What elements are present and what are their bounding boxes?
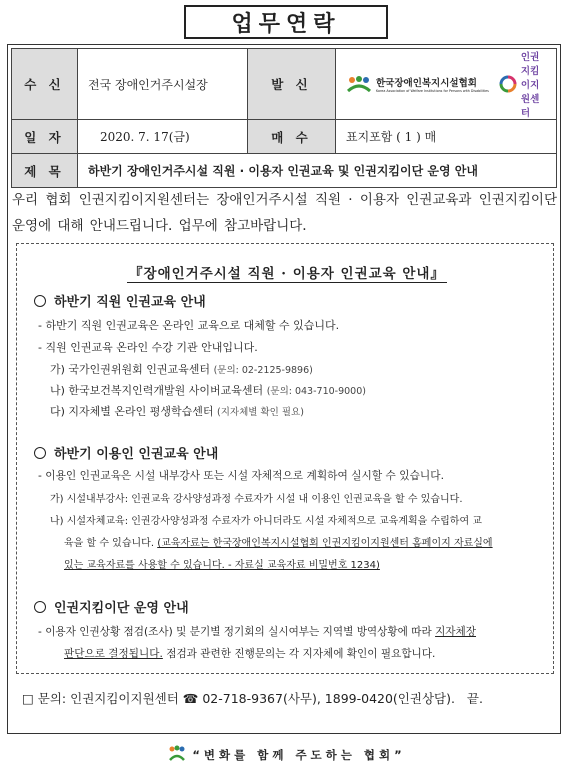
document-title: 업무연락 bbox=[184, 5, 388, 39]
s2-line2: 가) 시설내부강사: 인권교육 강사양성과정 수료자가 시설 내 이용인 인권교육을 할 수 있습니다. bbox=[50, 494, 463, 505]
s2-line3: 나) 시설자체교육: 인권강사양성과정 수료자가 아니더라도 시설 자체적으로 교육계획을 수립하여 교 bbox=[50, 516, 482, 527]
header-table bbox=[11, 48, 557, 188]
sender-org1-en: Korea Association of Welfare Institutions for Persons with Disabilities bbox=[376, 89, 489, 93]
circle-bullet-icon bbox=[34, 601, 46, 613]
sender-org1: 한국장애인복지시설협회 bbox=[376, 78, 477, 89]
recipient-value: 전국 장애인거주시설장 bbox=[78, 49, 248, 120]
circle-bullet-icon bbox=[34, 447, 46, 459]
section2-heading: 하반기 이용인 인권교육 안내 bbox=[34, 443, 218, 462]
recipient-label: 수 신 bbox=[12, 49, 78, 120]
association-logo-icon bbox=[346, 75, 372, 93]
section1-heading: 하반기 직원 인권교육 안내 bbox=[34, 291, 206, 310]
intro-paragraph: 우리 협회 인권지킴이지원센터는 장애인거주시설 직원 · 이용자 인권교육과 인권지킴이단 운영에 대해 안내드립니다. 업무에 참고바랍니다. bbox=[12, 192, 557, 234]
end-mark: 끝. bbox=[466, 691, 483, 706]
date-label: 일 자 bbox=[12, 120, 78, 154]
footer-slogan: “변화를 함께 주도하는 협회” bbox=[0, 745, 574, 763]
pages-value: 표지포함 ( 1 ) 매 bbox=[336, 120, 557, 154]
pages-label: 매 수 bbox=[248, 120, 336, 154]
s3-line1: - 이용자 인권상황 점검(조사) 및 분기별 정기회의 실시여부는 지역별 방역상황에 따라 지자체장 bbox=[38, 626, 477, 638]
center-logo-icon bbox=[499, 75, 517, 93]
contact-line bbox=[22, 689, 483, 707]
contact-prefix: □ 문의: 인권지킴이지원센터 bbox=[22, 691, 179, 706]
sender-logos bbox=[336, 49, 557, 120]
section3-heading: 인권지킴이단 운영 안내 bbox=[34, 597, 189, 616]
s1-line2: - 직원 인권교육 온라인 수강 기관 안내입니다. bbox=[38, 341, 258, 354]
s1-line1: - 하반기 직원 인권교육은 온라인 교육으로 대체할 수 있습니다. bbox=[38, 319, 340, 332]
date-value: 2020. 7. 17(금) bbox=[78, 120, 248, 154]
notice-title: 『장애인거주시설 직원 · 이용자 인권교육 안내』 bbox=[129, 266, 445, 282]
sender-label: 발 신 bbox=[248, 49, 336, 120]
s2-line1: - 이용인 인권교육은 시설 내부강사 또는 시설 자체적으로 계획하여 실시할 수 있습니다. bbox=[38, 469, 444, 482]
sender-org2: 인권지킴이지원센터 bbox=[520, 52, 540, 119]
subject-value: 하반기 장애인거주시설 직원 · 이용자 인권교육 및 인권지킴이단 운영 안내 bbox=[78, 154, 557, 188]
s1-line5: 다) 지자체별 온라인 평생학습센터 (지자체별 확인 필요) bbox=[50, 405, 304, 418]
circle-bullet-icon bbox=[34, 295, 46, 307]
s2-line4: 육을 할 수 있습니다. (교육자료는 한국장애인복지시설협회 인권지킴이지원센터 홈페이지 자료실에 bbox=[64, 538, 493, 549]
association-mark-icon bbox=[168, 745, 186, 763]
phone-icon: ☎ bbox=[182, 691, 199, 706]
contact-numbers: 02-718-9367(사무), 1899-0420(인권상담). bbox=[202, 691, 455, 706]
s1-line4: 나) 한국보건복지인력개발원 사이버교육센터 (문의: 043-710-9000) bbox=[50, 384, 366, 397]
subject-label: 제 목 bbox=[12, 154, 78, 188]
s1-line3: 가) 국가인권위원회 인권교육센터 (문의: 02-2125-9896) bbox=[50, 363, 313, 376]
s3-line2: 판단으로 결정됩니다. 점검과 관련한 진행문의는 각 지자체에 확인이 필요합니다. bbox=[64, 648, 436, 660]
s2-line5: 있는 교육자료를 사용할 수 있습니다. - 자료실 교육자료 비밀번호 1234) bbox=[64, 560, 380, 571]
